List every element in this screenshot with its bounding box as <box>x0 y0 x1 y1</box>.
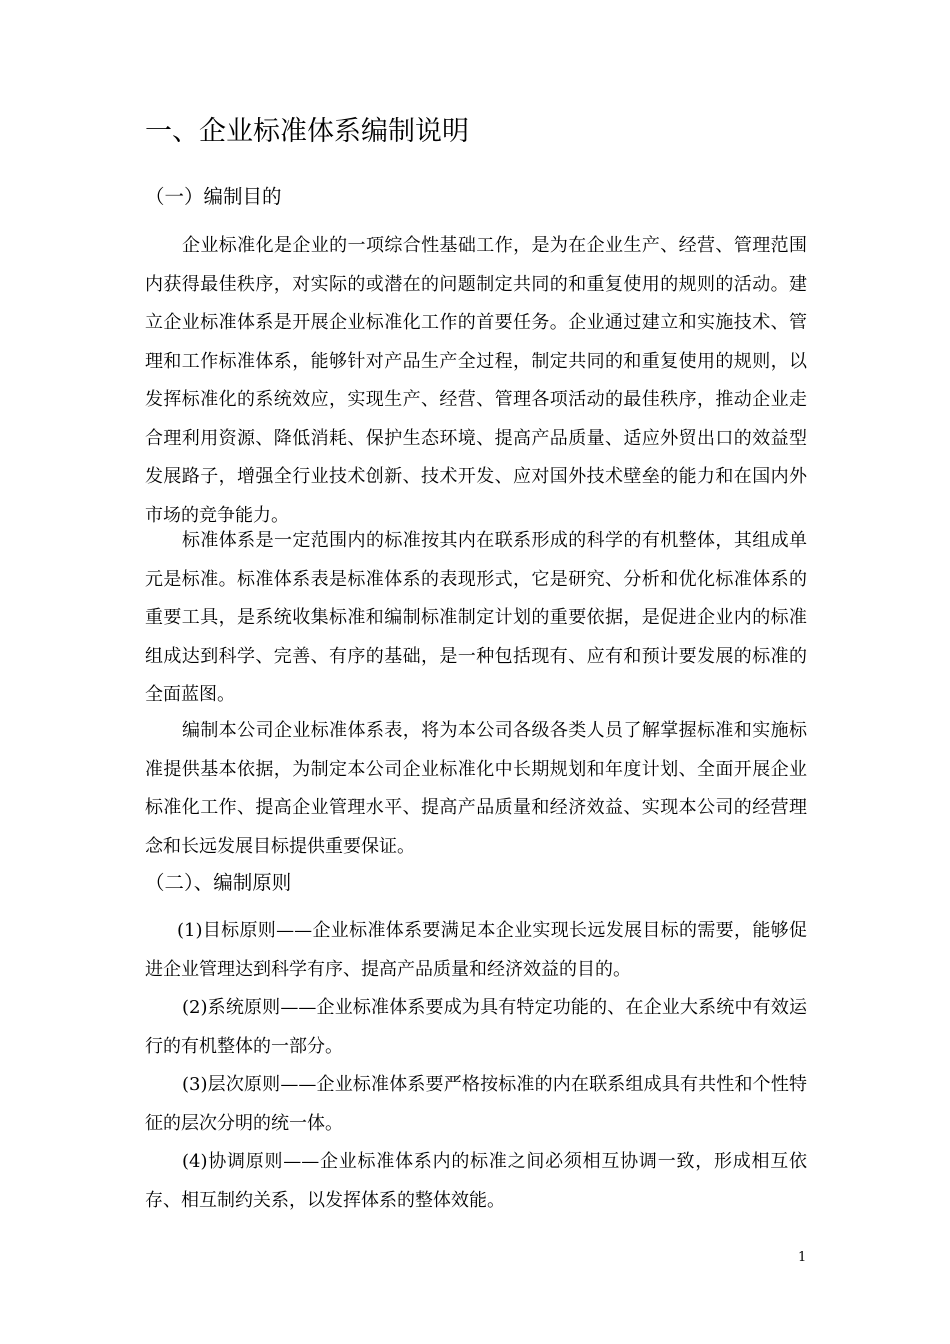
principle-item-system: (2)系统原则——企业标准体系要成为具有特定功能的、在企业大系统中有效运行的有机整体的一部分。 <box>145 997 807 1057</box>
paragraph-purpose-2: 标准体系是一定范围内的标准按其内在联系形成的科学的有机整体，其组成单元是标准。标准体系表是标准体系的表现形式，它是研究、分析和优化标准体系的重要工具，是系统收集标准和编制标准制定计划的重要依据，是促进企业内的标准组成达到科学、完善、有序的基础，是一种包括现有、应有和预计要发展的标准的全面蓝图。 <box>145 530 807 705</box>
principles-list <box>145 912 807 1220</box>
section-title-purpose: （一）编制目的 <box>145 185 282 208</box>
principle-item-coordination: (4)协调原则——企业标准体系内的标准之间必须相互协调一致，形成相互依存、相互制约关系，以发挥体系的整体效能。 <box>145 1151 807 1211</box>
paragraph-purpose-3: 编制本公司企业标准体系表，将为本公司各级各类人员了解掌握标准和实施标准提供基本依据，为制定本公司企业标准化中长期规划和年度计划、全面开展企业标准化工作、提高企业管理水平、提高产品质量和经济效益、实现本公司的经营理念和长远发展目标提供重要保证。 <box>145 720 807 857</box>
section-title-principles: （二）、编制原则 <box>145 871 292 894</box>
paragraph-purpose-1: 企业标准化是企业的一项综合性基础工作，是为在企业生产、经营、管理范围内获得最佳秩序，对实际的或潜在的问题制定共同的和重复使用的规则的活动。建立企业标准体系是开展企业标准化工作的首要任务。企业通过建立和实施技术、管理和工作标准体系，能够针对产品生产全过程，制定共同的和重复使用的规则，以发挥标准化的系统效应，实现生产、经营、管理各项活动的最佳秩序，推动企业走合理利用资源、降低消耗、保护生态环境、提高产品质量、适应外贸出口的效益型发展路子，增强全行业技术创新、技术开发、应对国外技术壁垒的能力和在国内外市场的竞争能力。 <box>145 235 807 526</box>
principle-item-hierarchy: (3)层次原则——企业标准体系要严格按标准的内在联系组成具有共性和个性特征的层次分明的统一体。 <box>145 1074 807 1134</box>
page-number: 1 <box>798 1250 807 1265</box>
document-heading: 一、企业标准体系编制说明 <box>145 116 469 147</box>
principle-item-goal: (1)目标原则——企业标准体系要满足本企业实现长远发展目标的需要，能够促进企业管理达到科学有序、提高产品质量和经济效益的目的。 <box>145 920 807 980</box>
